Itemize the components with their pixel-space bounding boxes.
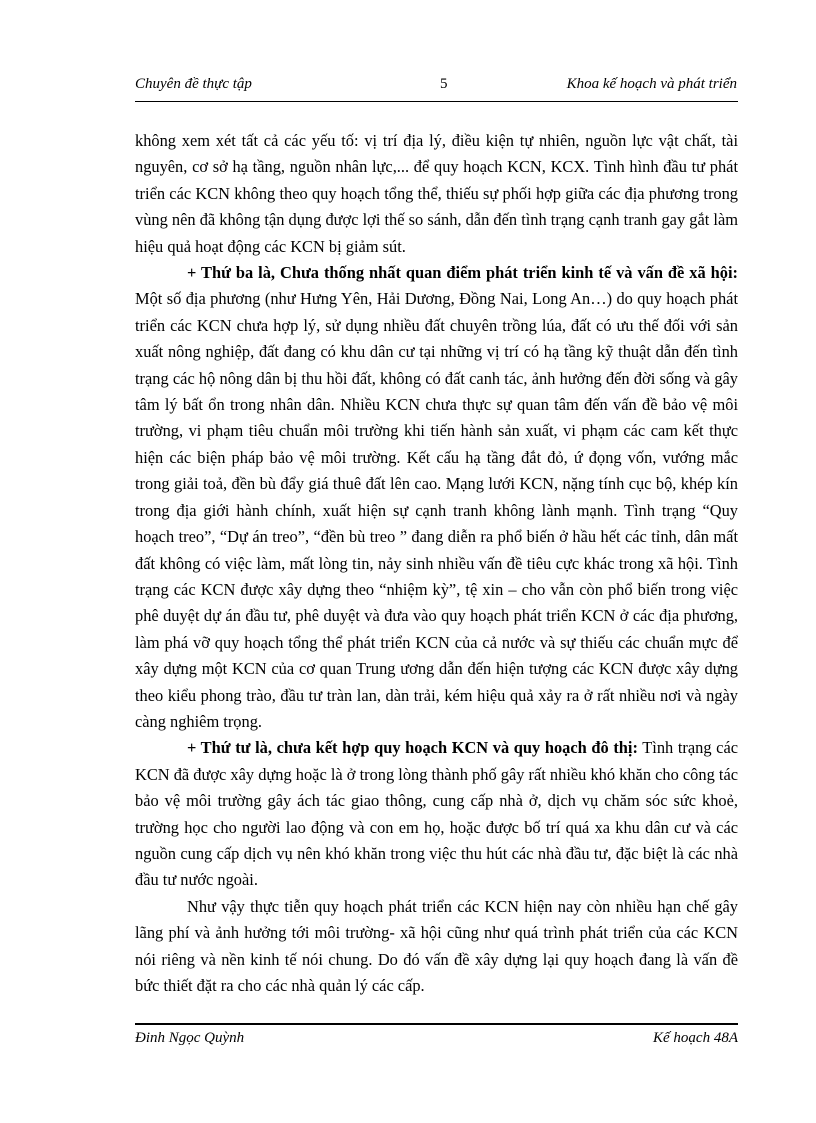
paragraph-point-four xyxy=(135,735,738,893)
header-department: Khoa kế hoạch và phát triển xyxy=(566,76,737,92)
header-divider xyxy=(135,101,738,102)
paragraph-text: Tình trạng các KCN đã được xây dựng hoặc là ở trong lòng thành phố gây rất nhiều khó khăn cho công tác bảo vệ môi trường gây ách tác giao thông, cung cấp nhà ở, dịch vụ chăm sóc sức khoẻ, trường học cho người lao động và con em họ, hoặc được bố trí quá xa khu dân cư và các nguồn cung cấp dịch vụ nên khó khăn trong việc thu hút các nhà đầu tư, đặc biệt là các nhà đầu tư nước ngoài. xyxy=(135,738,738,890)
page-number: 5 xyxy=(440,76,448,92)
paragraph-conclusion xyxy=(135,894,738,1000)
paragraph-continuation xyxy=(135,128,738,260)
footer-divider xyxy=(135,1023,738,1025)
header-course-title: Chuyên đề thực tập xyxy=(135,76,252,92)
paragraph-text: không xem xét tất cả các yếu tố: vị trí địa lý, điều kiện tự nhiên, nguồn lực vật chất, tài nguyên, cơ sở hạ tầng, nguồn nhân lực,... để quy hoạch KCN, KCX. Tình hình đầu tư phát triển các KCN không theo quy hoạch tổng thể, thiếu sự phối hợp giữa các địa phương trong vùng nên đã không tận dụng được lợi thế so sánh, dẫn đến tình trạng cạnh tranh gay gắt làm hiệu quả hoạt động các KCN bị giảm sút. xyxy=(135,131,738,256)
paragraph-heading: + Thứ tư là, chưa kết hợp quy hoạch KCN và quy hoạch đô thị: xyxy=(187,738,638,758)
footer-author: Đinh Ngọc Quỳnh xyxy=(135,1030,245,1046)
footer-class: Kế hoạch 48A xyxy=(653,1030,738,1046)
paragraph-heading: + Thứ ba là, Chưa thống nhất quan điểm phát triển kinh tế và vấn đề xã hội: xyxy=(187,263,738,283)
paragraph-text: Như vậy thực tiễn quy hoạch phát triển các KCN hiện nay còn nhiều hạn chế gây lãng phí và ảnh hưởng tới môi trường- xã hội cũng như quá trình phát triển của các KCN nói riêng và nền kinh tế nói chung. Do đó vấn đề xây dựng lại quy hoạch đang là vấn đề bức thiết đặt ra cho các nhà quản lý các cấp. xyxy=(135,896,738,995)
paragraph-text: Một số địa phương (như Hưng Yên, Hải Dương, Đồng Nai, Long An…) do quy hoạch phát triển các KCN chưa hợp lý, sử dụng nhiều đất chuyên trồng lúa, đất có ưu thế đối với sản xuất nông nghiệp, đất đang có khu dân cư tại những vị trí có hạ tầng kỹ thuật dẫn đến tình trạng các hộ nông dân bị thu hồi đất, không có đất canh tác, ảnh hưởng đến đời sống và gây tâm lý bất ổn trong nhân dân. Nhiều KCN chưa thực sự quan tâm đến vấn đề bảo vệ môi trường, vi phạm tiêu chuẩn môi trường khi tiến hành sản xuất, vi phạm các cam kết thực hiện các biện pháp bảo vệ môi trường. Kết cấu hạ tầng đắt đỏ, ứ đọng vốn, vướng mắc trong giải toả, đền bù đẩy giá thuê đất lên cao. Mạng lưới KCN, nặng tính cục bộ, khép kín trong địa giới hành chính, xuất hiện sự cạnh tranh không lành mạnh. Tình trạng “Quy hoạch treo”, “Dự án treo”, “đền bù treo ” đang diễn ra phổ biến ở hầu hết các tỉnh, dân mất đất không có việc làm, mất lòng tin, nảy sinh nhiều vấn đề tiêu cực khác trong xã hội. Tình trạng các KCN được xây dựng theo “nhiệm kỳ”, tệ xin – cho vẫn còn phổ biến trong việc phê duyệt dự án đầu tư, phê duyệt và đưa vào quy hoạch phát triển KCN ở các địa phương, làm phá vỡ quy hoạch tổng thể phát triển KCN của cả nước và sự thiếu các chuẩn mực để xây dựng một KCN của cơ quan Trung ương dẫn đến hiện tượng các KCN được xây dựng theo kiểu phong trào, đầu tư tràn lan, dàn trải, kém hiệu quả xảy ra ở rất nhiều nơi và ngày càng nghiêm trọng. xyxy=(135,289,738,731)
page-header xyxy=(135,74,737,98)
paragraph-point-three xyxy=(135,260,738,735)
document-body xyxy=(135,128,738,999)
page-footer xyxy=(135,1028,738,1052)
